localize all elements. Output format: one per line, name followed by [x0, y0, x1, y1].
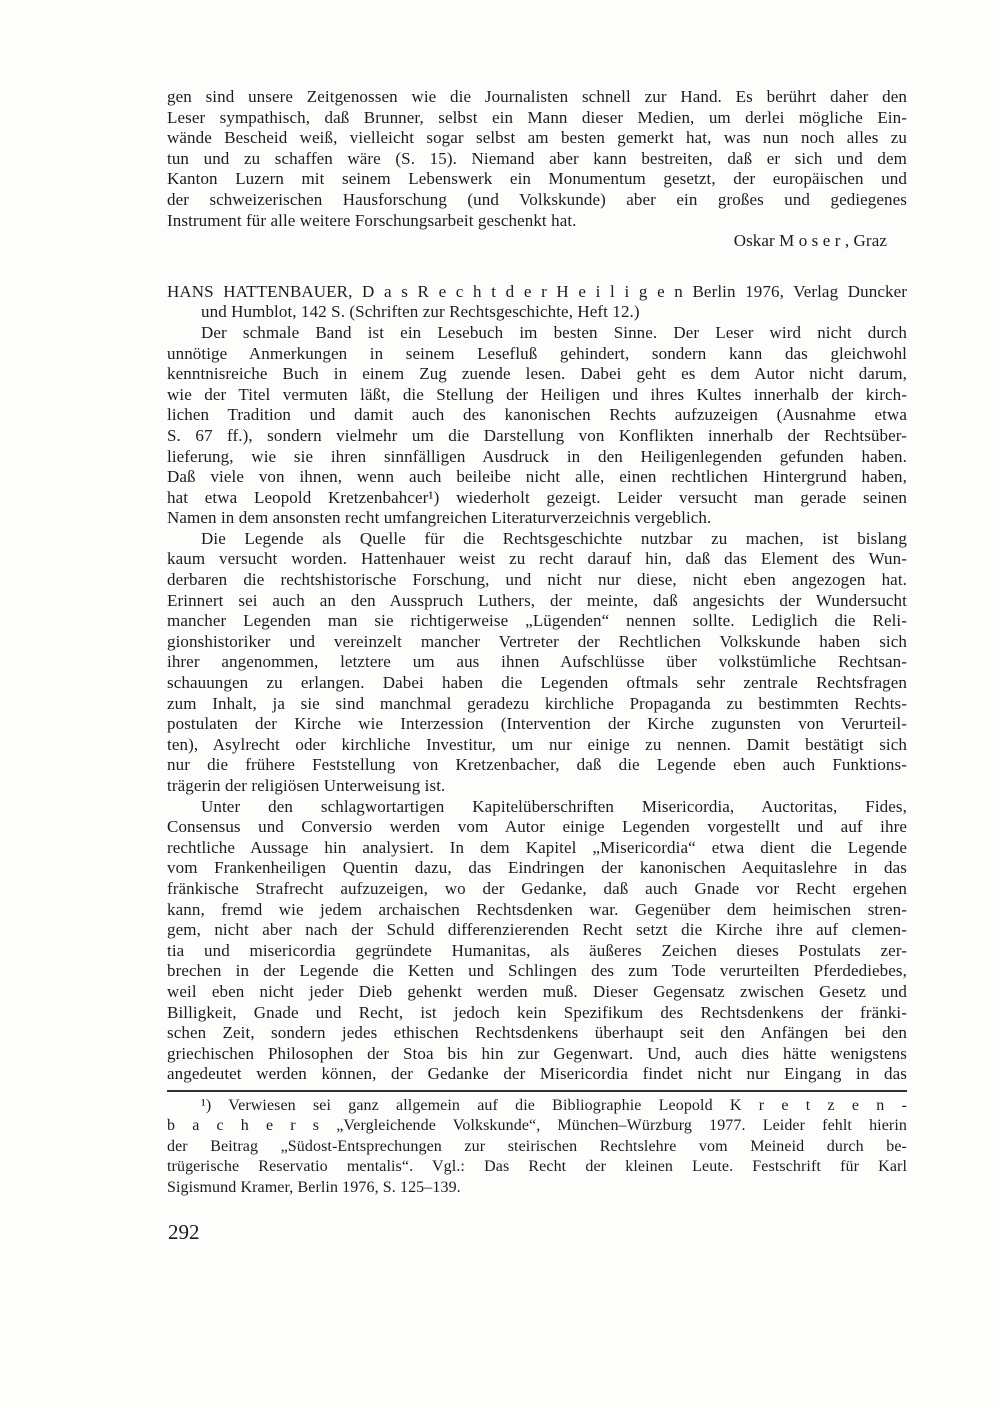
- text-line: schauungen zu erlangen. Dabei haben die Legenden oftmals sehr zentrale Rechtsfragen: [167, 673, 907, 693]
- text-line: S. 67 ff.), sondern vielmehr um die Darstellung von Konflikten innerhalb der Rechtsüber-: [167, 425, 907, 445]
- footnote-line: Sigismund Kramer, Berlin 1976, S. 125–139.: [167, 1178, 461, 1196]
- text-line: Kanton Luzern mit seinem Lebenswerk ein Monumentum gesetzt, der europäischen und: [167, 169, 907, 189]
- previous-review-tail-paragraph: [167, 87, 907, 252]
- text-line: ten), Asylrecht oder kirchliche Investitur, um nur einige zu nennen. Damit bestätigt sich: [167, 734, 907, 754]
- text-line: nur die frühere Feststellung von Kretzenbacher, daß die Legende eben auch Funktions-: [167, 755, 907, 775]
- text-line: kann, fremd wie jedem archaischen Rechtsdenken war. Gegenüber dem heimischen stren-: [167, 899, 907, 919]
- text-line-with-footnote-ref: hat etwa Leopold Kretzenbahcer¹) wiederholt gezeigt. Leider versucht man gerade seinen: [167, 487, 907, 507]
- text-line: derbaren die rechtshistorische Forschung, und nicht nur diese, nicht eben angezogen hat.: [167, 570, 907, 590]
- text-line: Namen in dem ansonsten recht umfangreichen Literaturverzeichnis vergeblich.: [167, 508, 712, 528]
- footnote-line: trügerische Reservatio mentalis“. Vgl.: Das Recht der kleinen Leute. Festschrift für Karl: [167, 1158, 907, 1176]
- text-line: gem, nicht aber nach der Schuld differenzierenden Recht setzt die Kirche ihre auf clemen-: [167, 920, 907, 940]
- text-column: [167, 87, 907, 1198]
- reviewer-signature: Oskar M o s e r , Graz: [733, 231, 887, 251]
- review-paragraph-1: [167, 323, 907, 529]
- footnote-line: der Beitrag „Südost-Entsprechungen zur steirischen Rechtslehre vom Meineid durch be-: [167, 1137, 907, 1155]
- review-heading: [167, 282, 907, 323]
- text-line: ihrer angenommen, letztere um aus ihnen Aufschlüsse über volkstümliche Rechtsan-: [167, 652, 907, 672]
- text-line: tun und zu schaffen wäre (S. 15). Niemand aber kann bestreiten, daß er sich und dem: [167, 148, 907, 168]
- text-line: lieferung, wie sie ihren sinnfälligen Ausdruck in den Heiligenlegenden gefunden haben.: [167, 446, 907, 466]
- text-line: unnötige Anmerkungen in seinem Lesefluß gehindert, sondern kann das gleichwohl: [167, 343, 907, 363]
- text-line: zum Inhalt, ja sie sind manchmal geradezu kirchliche Propaganda zu bestimmten Rechts-: [167, 693, 907, 713]
- review-paragraph-2: [167, 529, 907, 797]
- text-line: Consensus und Conversio werden vom Autor einige Legenden vorgestellt und auf ihre: [167, 817, 907, 837]
- text-line: tia und misericordia gegründete Humanitas, als äußeres Zeichen dieses Postulats zer-: [167, 940, 907, 960]
- text-line: wie der Titel vermuten läßt, die Stellung der Heiligen und ihres Kultes innerhalb der kirch-: [167, 384, 907, 404]
- text-line: kaum versucht worden. Hattenhauer weist zu recht darauf hin, daß das Element des Wun-: [167, 549, 907, 569]
- text-line: wände Bescheid weiß, vielleicht sogar selbst am besten gemerkt hat, was nun noch alles zu: [167, 128, 907, 148]
- review-heading-line: und Humblot, 142 S. (Schriften zur Rechtsgeschichte, Heft 12.): [201, 302, 640, 322]
- text-line: Der schmale Band ist ein Lesebuch im besten Sinne. Der Leser wird nicht durch: [201, 322, 907, 342]
- text-line: schen Zeit, sondern jedes ethischen Rechtsdenkens überhaupt seit den Anfängen bei den: [167, 1023, 907, 1043]
- text-line: Unter den schlagwortartigen Kapitelüberschriften Misericordia, Auctoritas, Fides,: [201, 796, 907, 816]
- text-line: gen sind unsere Zeitgenossen wie die Journalisten schnell zur Hand. Es berührt daher den: [167, 87, 907, 106]
- footnote-line: ¹) Verwiesen sei ganz allgemein auf die Bibliographie Leopold K r e t z e n -: [201, 1096, 907, 1114]
- text-line: kenntnisreiche Buch in einem Zug zuende lesen. Dabei geht es dem Autor nicht darum,: [167, 364, 907, 384]
- text-line: vom Frankenheiligen Quentin dazu, das Eindringen der kanonischen Aequitaslehre in das: [167, 858, 907, 878]
- footnote-separator-rule: [167, 1090, 907, 1092]
- review-heading-line: HANS HATTENBAUER, D a s R e c h t d e r H e i l i g e n Berlin 1976, Verlag Duncker: [167, 281, 907, 301]
- footnote-line: b a c h e r s „Vergleichende Volkskunde“, München–Würzburg 1977. Leider fehlt hierin: [167, 1117, 907, 1135]
- text-line: angedeutet werden können, der Gedanke der Misericordia findet nicht nur Eingang in das: [167, 1064, 907, 1084]
- text-line: lichen Tradition und damit auch des kanonischen Rechts aufzuzeigen (Ausnahme etwa: [167, 405, 907, 425]
- text-line: brechen in der Legende die Ketten und Schlingen des zum Tode verurteilten Pferdediebes,: [167, 961, 907, 981]
- text-line: Die Legende als Quelle für die Rechtsgeschichte nutzbar zu machen, ist bislang: [201, 528, 907, 548]
- text-line: griechischen Philosophen der Stoa bis hin zur Gegenwart. Und, auch dies hätte wenigstens: [167, 1043, 907, 1063]
- text-line: der schweizerischen Hausforschung (und Volkskunde) aber ein großes und gediegenes: [167, 189, 907, 209]
- text-line: mancher Legenden man sie richtigerweise „Lügenden“ nennen sollte. Lediglich die Reli-: [167, 611, 907, 631]
- text-line: Daß viele von ihnen, wenn auch beileibe nicht alle, einen rechtlichen Hintergrund haben,: [167, 467, 907, 487]
- text-line: postulaten der Kirche wie Interzession (Intervention der Kirche zugunsten von Verurteil-: [167, 714, 907, 734]
- page-number: 292: [168, 1220, 200, 1244]
- text-line: Billigkeit, Gnade und Recht, ist jedoch kein Spezifikum des Rechtsdenkens der fränki-: [167, 1002, 907, 1022]
- text-line: fränkische Strafrecht aufzuzeigen, wo der Gedanke, daß auch Gnade vor Recht ergehen: [167, 878, 907, 898]
- text-line: Leser sympathisch, daß Brunner, selbst ein Mann dieser Medien, um derlei mögliche Ein-: [167, 107, 907, 127]
- text-line: weil eben nicht jeder Dieb gehenkt werden muß. Dieser Gegensatz zwischen Gesetz und: [167, 981, 907, 1001]
- text-line: rechtliche Aussage hin analysiert. In dem Kapitel „Misericordia“ etwa dient die Legende: [167, 837, 907, 857]
- footnote: [167, 1096, 907, 1199]
- text-line: Erinnert sei auch an den Ausspruch Luthers, der meinte, daß angesichts der Wundersucht: [167, 590, 907, 610]
- text-line: Instrument für alle weitere Forschungsarbeit geschenkt hat.: [167, 210, 577, 230]
- text-line: trägerin der religiösen Unterweisung ist.: [167, 776, 446, 795]
- text-line: gionshistoriker und vereinzelt mancher Vertreter der Rechtlichen Volkskunde haben sich: [167, 631, 907, 651]
- review-paragraph-3: [167, 797, 907, 1085]
